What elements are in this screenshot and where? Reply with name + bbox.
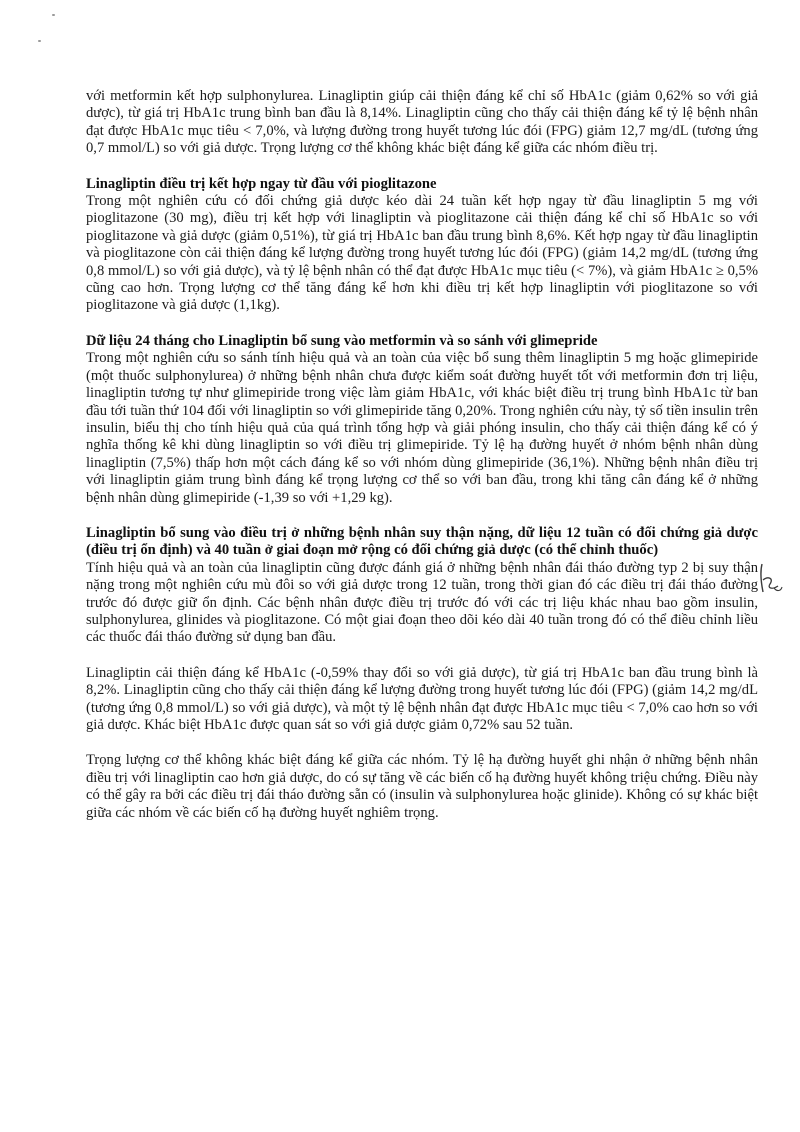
section-heading: Linagliptin điều trị kết hợp ngay từ đầu với pioglitazone (86, 175, 437, 192)
section-paragraph: Tính hiệu quả và an toàn của linagliptin cũng được đánh giá ở những bệnh nhân đái tháo đường typ 2 bị suy thận nặng trong một nghiên cứu mù đôi so với giả dược trong 12 tuần, trong thời gian đó các điều trị đái tháo đường trước đó được giữ ổn định. Các bệnh nhân được điều trị trước đó với các trị liệu khác nhau bao gồm insulin, sulphonylurea, glinides và pioglitazone. Có một giai đoạn theo dõi kéo dài 40 tuần trong đó có thể điều chỉnh liều các thuốc đái tháo đường sử dụng ban đầu. (86, 559, 758, 646)
intro-paragraph: với metformin kết hợp sulphonylurea. Linagliptin giúp cải thiện đáng kể chỉ số HbA1c (giảm 0,62% so với giả dược), từ giá trị HbA1c trung bình ban đầu là 8,14%. Linagliptin cũng cho thấy cải thiện đáng kể tỷ lệ bệnh nhân đạt được HbA1c mục tiêu < 7,0%, và lượng đường trong huyết tương lúc đói (FPG) giảm 12,7 mg/dL (tương ứng 0,7 mmol/L) so với giả dược. Trọng lượng cơ thể không khác biệt đáng kể giữa các nhóm điều trị. (86, 88, 758, 157)
section-glimepiride (86, 333, 758, 507)
section-renal-impairment (86, 525, 758, 822)
section-pioglitazone (86, 176, 758, 315)
section-paragraph: Linagliptin cải thiện đáng kể HbA1c (-0,59% thay đổi so với giả dược), từ giá trị HbA1c ban đầu trung bình là 8,2%. Linagliptin cũng cho thấy cải thiện đáng kể lượng đường trong huyết tương lúc đói (FPG) (giảm 14,2 mg/dL (tương ứng 0,8 mmol/L) so với giả dược), và một tỷ lệ bệnh nhân đạt được HbA1c mục tiêu < 7,0% cao hơn so với giả dược. Khác biệt HbA1c được quan sát so với giả dược giảm 0,72% sau 52 tuần. (86, 664, 758, 733)
scan-speck (38, 40, 41, 42)
document-page (86, 88, 758, 840)
section-paragraph: Trọng lượng cơ thể không khác biệt đáng kể giữa các nhóm. Tỷ lệ hạ đường huyết ghi nhận ở những bệnh nhân điều trị với linagliptin cao hơn giả dược, do có sự tăng về các biến cố hạ đường huyết không triệu chứng. Điều này có thể gây ra bởi các điều trị đái tháo đường sẵn có (insulin và sulphonylurea hoặc glinide). Không có sự khác biệt giữa các nhóm về các biến cố hạ đường huyết nghiêm trọng. (86, 752, 758, 821)
scan-speck (52, 14, 55, 16)
section-paragraph: Trong một nghiên cứu có đối chứng giả dược kéo dài 24 tuần kết hợp ngay từ đầu linagliptin 5 mg với pioglitazone (30 mg), điều trị kết hợp với linagliptin và pioglitazone cải thiện đáng kể chỉ số HbA1c so với pioglitazone và giả dược (giảm 0,51%), từ giá trị HbA1c ban đầu trung bình 8,6%. Kết hợp ngay từ đầu linagliptin và pioglitazone còn cải thiện đáng kể lượng đường trong huyết tương lúc đói (FPG) (giảm 14,2 mg/dL (tương ứng 0,8 mmol/L) so với giả dược), và tỷ lệ bệnh nhân có thể đạt được HbA1c mục tiêu (< 7%), và giảm HbA1c ≥ 0,5% cũng cao hơn. Trọng lượng cơ thể tăng đáng kể hơn khi điều trị kết hợp linagliptin với pioglitazone so với pioglitazone và giả dược (1,1kg). (86, 193, 758, 314)
handwritten-initials (756, 562, 784, 596)
section-heading: Linagliptin bổ sung vào điều trị ở những bệnh nhân suy thận nặng, dữ liệu 12 tuần có đối chứng giả dược (điều trị ổn định) và 40 tuần ở giai đoạn mở rộng có đối chứng giả dược (có thể chỉnh thuốc) (86, 524, 758, 559)
section-heading: Dữ liệu 24 tháng cho Linagliptin bổ sung vào metformin và so sánh với glimepride (86, 332, 598, 349)
section-paragraph: Trong một nghiên cứu so sánh tính hiệu quả và an toàn của việc bổ sung thêm linagliptin 5 mg hoặc glimepiride (một thuốc sulphonylurea) ở những bệnh nhân chưa được kiểm soát đường huyết tốt với metformin đơn trị liệu, linagliptin tương tự như glimepiride trong việc làm giảm HbA1c, với khác biệt điều trị trung bình HbA1c từ ban đầu tới tuần thứ 104 đối với linagliptin so với glimepiride tăng 0,20%. Trong nghiên cứu này, tỷ số tiền insulin trên insulin, biểu thị cho tính hiệu quả của quá trình tổng hợp và giải phóng insulin, cho thấy cải thiện đáng kể có ý nghĩa thống kê khi dùng linagliptin so với điều trị glimepiride. Tỷ lệ hạ đường huyết ở nhóm bệnh nhân dùng linagliptin (7,5%) thấp hơn một cách đáng kể so với nhóm dùng glimepiride (36,1%). Những bệnh nhân điều trị với linagliptin giảm trung bình đáng kể trọng lượng cơ thể so với ban đầu, trong khi tăng cân đáng kể ở những bệnh nhân dùng glimepiride (-1,39 so với +1,29 kg). (86, 350, 758, 506)
